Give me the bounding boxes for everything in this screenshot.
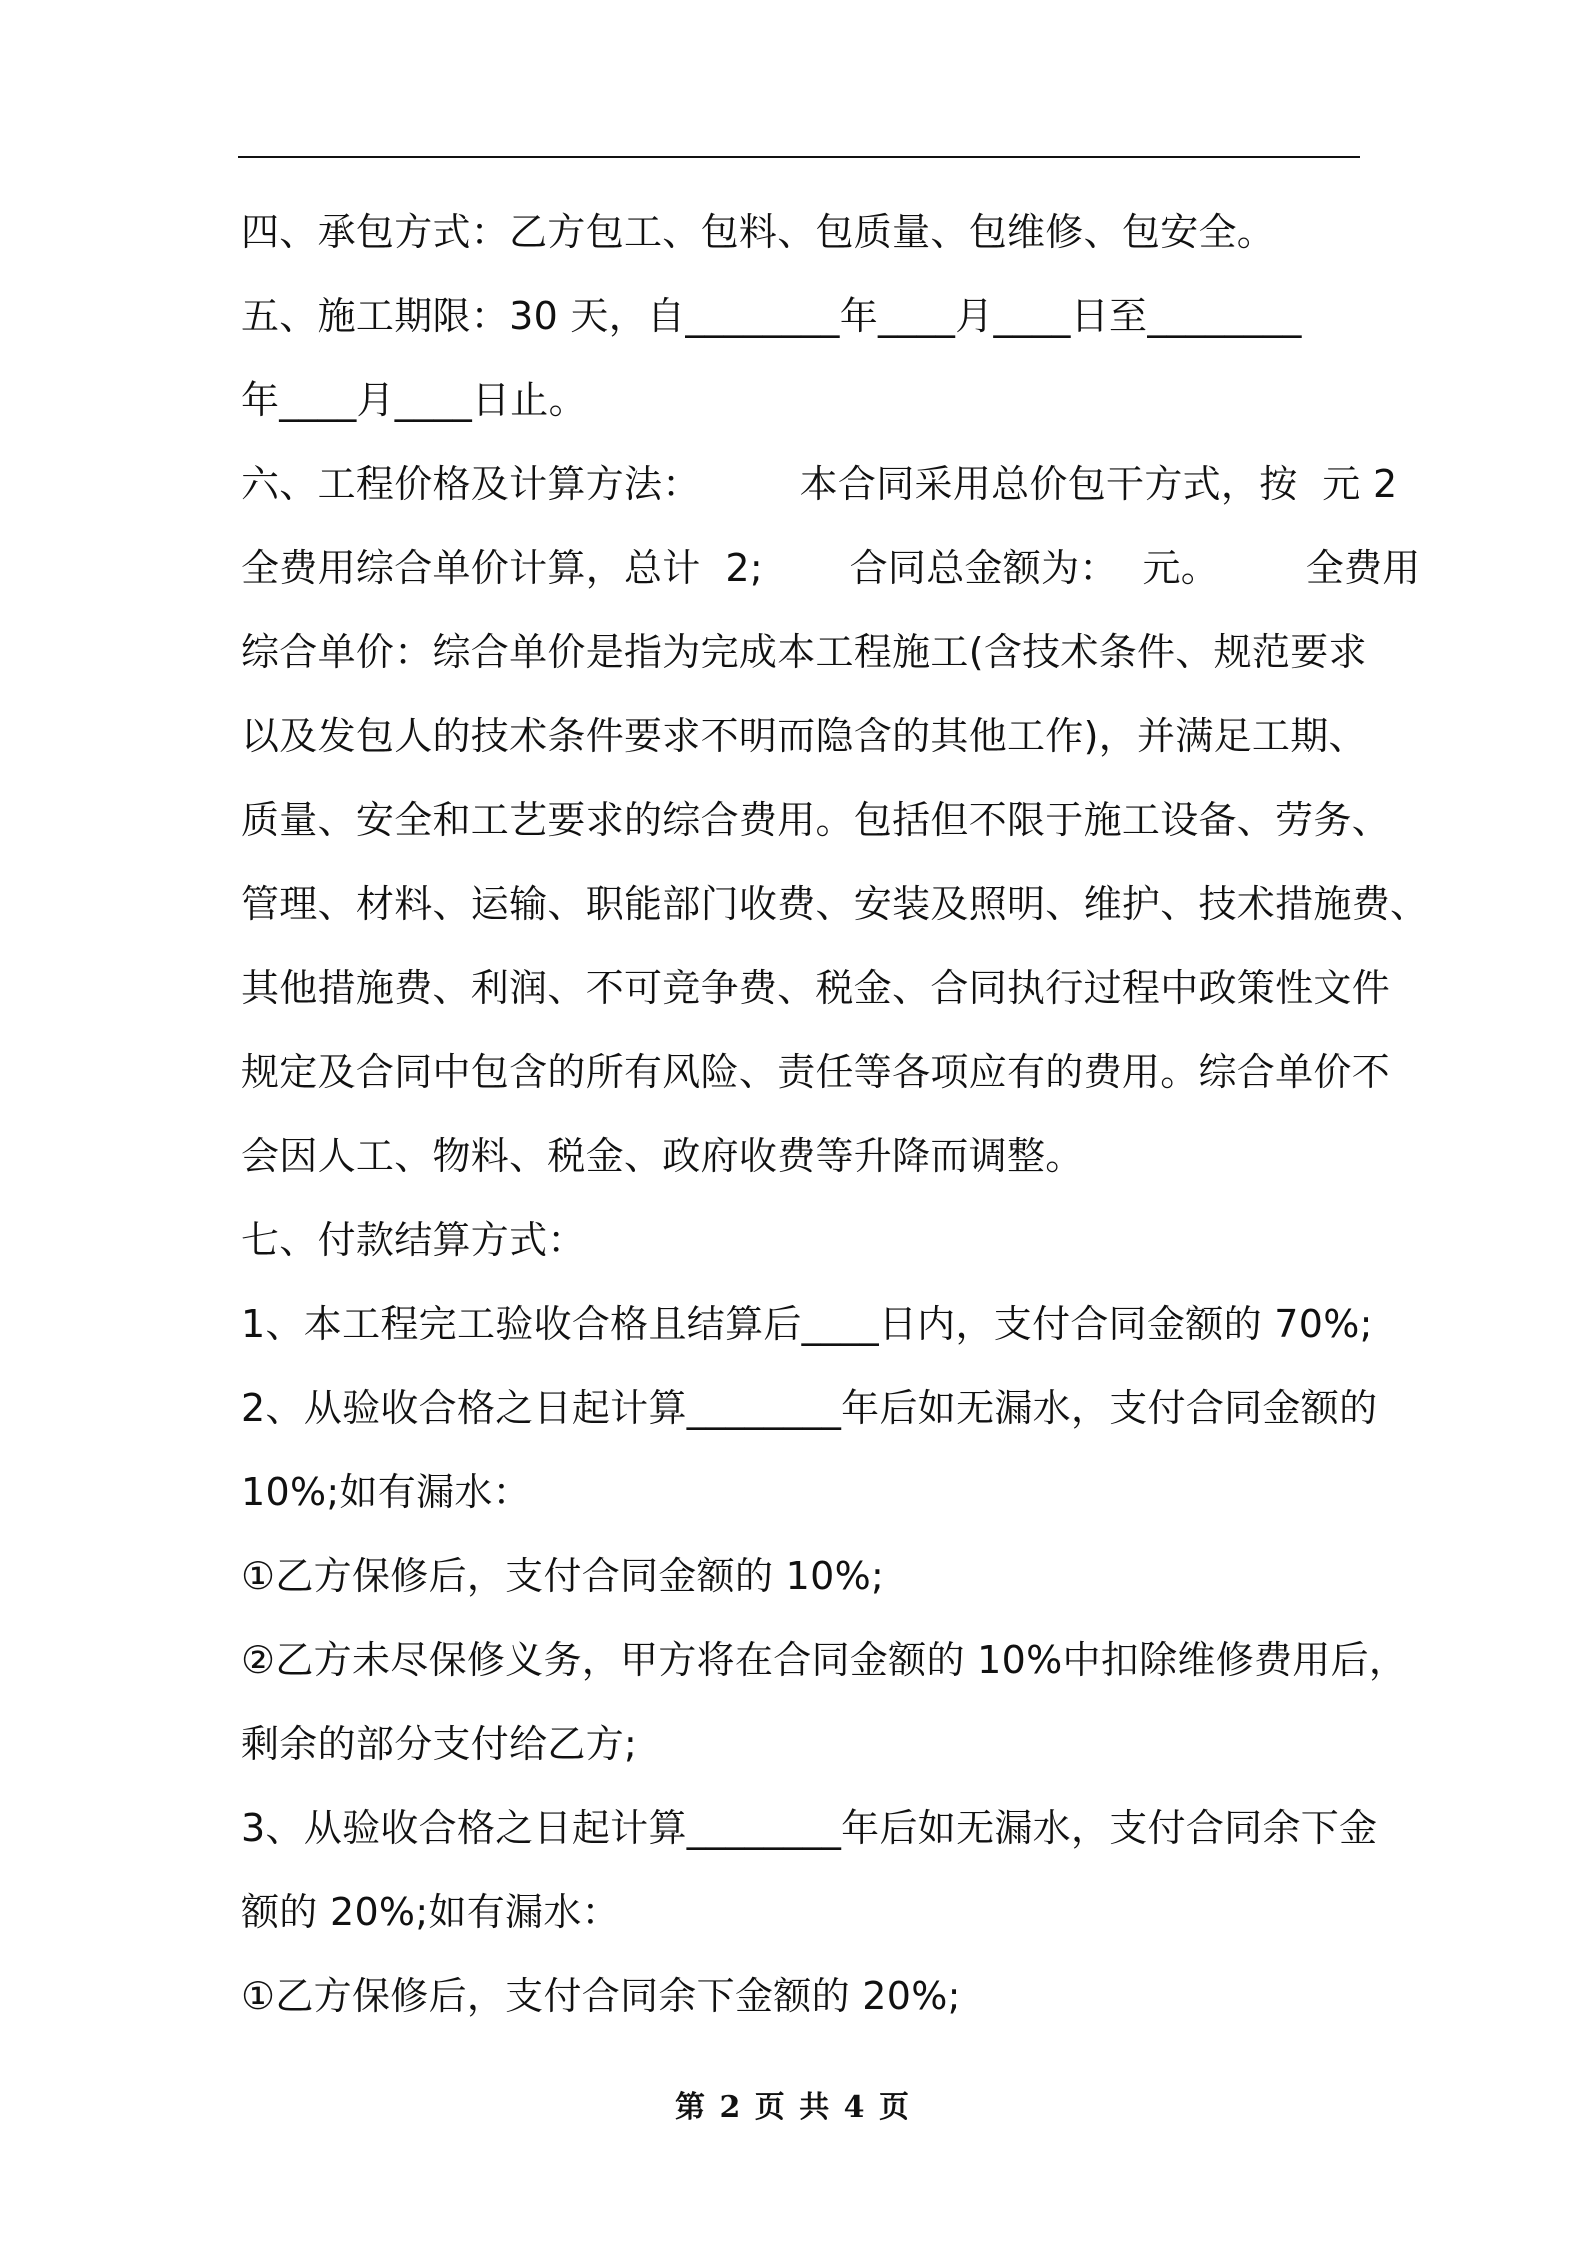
page-number: 第 2 页 共 4 页: [675, 2090, 911, 2125]
clause-4: 四、承包方式：乙方包工、包料、包质量、包维修、包安全。: [241, 210, 1276, 254]
clause-7-item-2-sub-2-cont: 剩余的部分支付给乙方;: [241, 1722, 638, 1766]
clause-6-cont: 以及发包人的技术条件要求不明而隐含的其他工作)，并满足工期、: [241, 714, 1367, 758]
clause-7-item-2: 2、从验收合格之日起计算________年后如无漏水，支付合同金额的: [241, 1386, 1378, 1430]
clause-6-cont: 质量、安全和工艺要求的综合费用。包括但不限于施工设备、劳务、: [241, 798, 1391, 842]
clause-7-item-2-sub-2: ②乙方未尽保修义务，甲方将在合同金额的 10%中扣除维修费用后，: [241, 1638, 1408, 1682]
clause-7-item-3: 3、从验收合格之日起计算________年后如无漏水，支付合同余下金: [241, 1806, 1378, 1850]
clause-6-cont: 其他措施费、利润、不可竞争费、税金、合同执行过程中政策性文件: [241, 966, 1391, 1010]
clause-6-cont: 规定及合同中包含的所有风险、责任等各项应有的费用。综合单价不: [241, 1050, 1391, 1094]
clause-6-cont: 会因人工、物料、税金、政府收费等升降而调整。: [241, 1134, 1084, 1178]
header-rule: [238, 156, 1360, 158]
clause-7: 七、付款结算方式：: [241, 1218, 586, 1262]
clause-5-cont: 年____月____日止。: [241, 378, 587, 422]
clause-7-item-1: 1、本工程完工验收合格且结算后____日内，支付合同金额的 70%;: [241, 1302, 1373, 1346]
clause-5: 五、施工期限：30 天，自________年____月____日至________: [241, 294, 1302, 338]
clause-6-cont: 全费用综合单价计算，总计 2; 合同总金额为： 元。 全费用: [241, 546, 1421, 590]
clause-7-item-3-sub-1: ①乙方保修后，支付合同余下金额的 20%;: [241, 1974, 961, 2018]
clause-7-item-2-sub-1: ①乙方保修后，支付合同金额的 10%;: [241, 1554, 885, 1598]
clause-7-item-3-cont: 额的 20%;如有漏水：: [241, 1890, 620, 1934]
clause-7-item-2-cont: 10%;如有漏水：: [241, 1470, 531, 1514]
clause-6-cont: 管理、材料、运输、职能部门收费、安装及照明、维护、技术措施费、: [241, 882, 1429, 926]
document-body: [241, 190, 1429, 2038]
clause-6-cont: 综合单价：综合单价是指为完成本工程施工(含技术条件、规范要求: [241, 630, 1367, 674]
clause-6: 六、工程价格及计算方法： 本合同采用总价包干方式，按 元 2: [241, 462, 1398, 506]
